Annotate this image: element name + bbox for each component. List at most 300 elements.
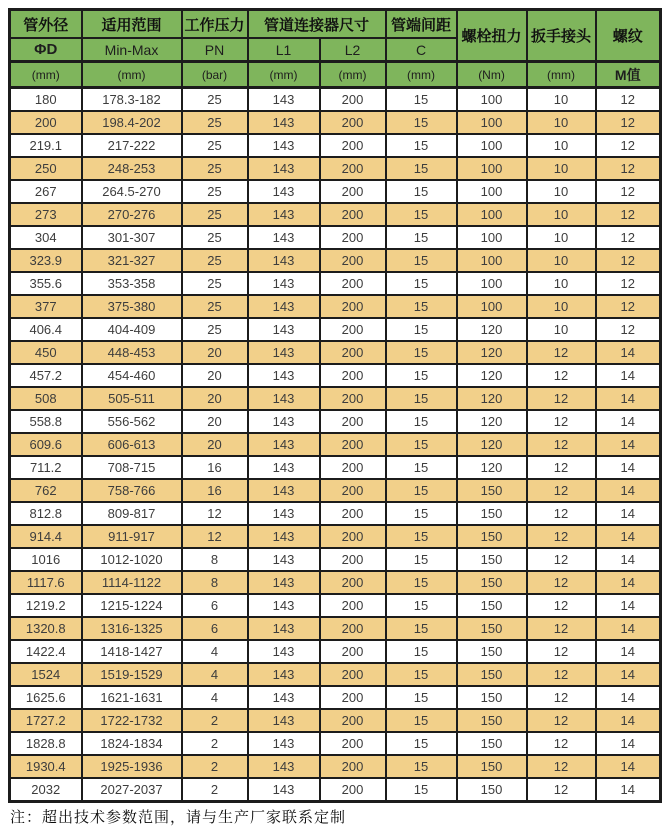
col-header-wrench-joint: 扳手接头 — [527, 10, 596, 62]
table-cell: 353-358 — [82, 272, 182, 295]
table-cell: 150 — [457, 640, 527, 663]
table-cell: 1422.4 — [10, 640, 82, 663]
table-cell: 14 — [596, 548, 661, 571]
table-cell: 14 — [596, 433, 661, 456]
table-cell: 200 — [320, 732, 386, 755]
table-cell: 14 — [596, 686, 661, 709]
table-cell: 143 — [248, 594, 320, 617]
table-cell: 15 — [386, 272, 457, 295]
table-cell: 2027-2037 — [82, 778, 182, 802]
table-cell: 14 — [596, 594, 661, 617]
table-cell: 10 — [527, 318, 596, 341]
table-cell: 12 — [527, 778, 596, 802]
table-cell: 809-817 — [82, 502, 182, 525]
table-cell: 14 — [596, 456, 661, 479]
unit-pipe-end-gap: (mm) — [386, 62, 457, 88]
table-cell: 200 — [320, 203, 386, 226]
table-row — [10, 203, 661, 226]
table-body — [10, 88, 661, 802]
table-cell: 200 — [320, 686, 386, 709]
table-cell: 2 — [182, 778, 248, 802]
table-row — [10, 456, 661, 479]
table-cell: 14 — [596, 525, 661, 548]
table-cell: 14 — [596, 755, 661, 778]
table-cell: 6 — [182, 617, 248, 640]
table-cell: 1418-1427 — [82, 640, 182, 663]
table-cell: 200 — [320, 594, 386, 617]
table-cell: 8 — [182, 548, 248, 571]
unit-l1: (mm) — [248, 62, 320, 88]
table-cell: 143 — [248, 755, 320, 778]
table-cell: 15 — [386, 617, 457, 640]
table-cell: 758-766 — [82, 479, 182, 502]
table-cell: 10 — [527, 203, 596, 226]
table-cell: 12 — [527, 341, 596, 364]
table-row — [10, 594, 661, 617]
table-cell: 150 — [457, 594, 527, 617]
table-cell: 25 — [182, 272, 248, 295]
footer-note: 注：超出技术参数范围，请与生产厂家联系定制 — [10, 810, 347, 826]
table-row — [10, 778, 661, 802]
table-cell: 15 — [386, 134, 457, 157]
table-cell: 16 — [182, 479, 248, 502]
table-cell: 12 — [182, 502, 248, 525]
table-cell: 25 — [182, 88, 248, 112]
table-cell: 143 — [248, 180, 320, 203]
table-cell: 20 — [182, 387, 248, 410]
table-cell: 15 — [386, 295, 457, 318]
table-cell: 12 — [527, 456, 596, 479]
table-row — [10, 88, 661, 112]
table-cell: 12 — [527, 548, 596, 571]
table-cell: 16 — [182, 456, 248, 479]
table-cell: 8 — [182, 571, 248, 594]
table-cell: 143 — [248, 663, 320, 686]
col-header-applicable-range: 适用范围 — [82, 10, 182, 39]
table-cell: 200 — [320, 410, 386, 433]
table-cell: 100 — [457, 295, 527, 318]
table-cell: 404-409 — [82, 318, 182, 341]
unit-working-pressure: (bar) — [182, 62, 248, 88]
table-cell: 120 — [457, 433, 527, 456]
table-cell: 12 — [182, 525, 248, 548]
table-cell: 12 — [527, 755, 596, 778]
table-cell: 143 — [248, 617, 320, 640]
header-row-titles — [10, 10, 661, 39]
table-cell: 20 — [182, 410, 248, 433]
table-cell: 150 — [457, 686, 527, 709]
table-cell: 12 — [527, 686, 596, 709]
table-row — [10, 226, 661, 249]
table-cell: 14 — [596, 571, 661, 594]
table-cell: 270-276 — [82, 203, 182, 226]
table-cell: 2 — [182, 732, 248, 755]
table-cell: 15 — [386, 364, 457, 387]
table-cell: 12 — [596, 180, 661, 203]
table-cell: 1727.2 — [10, 709, 82, 732]
table-cell: 12 — [527, 663, 596, 686]
table-row — [10, 548, 661, 571]
table-cell: 10 — [527, 249, 596, 272]
table-cell: 14 — [596, 364, 661, 387]
table-cell: 100 — [457, 111, 527, 134]
table-cell: 143 — [248, 571, 320, 594]
table-cell: 20 — [182, 433, 248, 456]
table-cell: 150 — [457, 548, 527, 571]
table-row — [10, 410, 661, 433]
table-cell: 12 — [596, 134, 661, 157]
table-cell: 143 — [248, 272, 320, 295]
table-cell: 143 — [248, 364, 320, 387]
table-cell: 355.6 — [10, 272, 82, 295]
table-cell: 143 — [248, 479, 320, 502]
table-cell: 708-715 — [82, 456, 182, 479]
table-cell: 200 — [320, 525, 386, 548]
table-cell: 1930.4 — [10, 755, 82, 778]
unit-bolt-torque: (Nm) — [457, 62, 527, 88]
table-cell: 609.6 — [10, 433, 82, 456]
table-cell: 143 — [248, 410, 320, 433]
table-cell: 200 — [320, 709, 386, 732]
table-cell: 323.9 — [10, 249, 82, 272]
table-cell: 15 — [386, 157, 457, 180]
table-cell: 250 — [10, 157, 82, 180]
table-cell: 4 — [182, 663, 248, 686]
subheader-l2: L2 — [320, 38, 386, 62]
table-cell: 15 — [386, 88, 457, 112]
table-cell: 812.8 — [10, 502, 82, 525]
table-cell: 25 — [182, 318, 248, 341]
header-row-units — [10, 62, 661, 88]
table-cell: 1524 — [10, 663, 82, 686]
table-cell: 143 — [248, 341, 320, 364]
table-cell: 10 — [527, 226, 596, 249]
table-cell: 143 — [248, 686, 320, 709]
table-cell: 12 — [527, 479, 596, 502]
table-cell: 448-453 — [82, 341, 182, 364]
col-header-working-pressure: 工作压力 — [182, 10, 248, 39]
table-cell: 150 — [457, 732, 527, 755]
table-cell: 450 — [10, 341, 82, 364]
table-cell: 143 — [248, 387, 320, 410]
table-cell: 219.1 — [10, 134, 82, 157]
col-header-pipe-end-gap: 管端间距 — [386, 10, 457, 39]
subheader-pn: PN — [182, 38, 248, 62]
table-cell: 15 — [386, 203, 457, 226]
table-cell: 10 — [527, 272, 596, 295]
table-cell: 200 — [320, 433, 386, 456]
table-cell: 264.5-270 — [82, 180, 182, 203]
table-cell: 454-460 — [82, 364, 182, 387]
table-cell: 12 — [527, 709, 596, 732]
table-cell: 15 — [386, 640, 457, 663]
table-cell: 4 — [182, 686, 248, 709]
table-row — [10, 502, 661, 525]
table-cell: 15 — [386, 755, 457, 778]
table-row — [10, 709, 661, 732]
table-cell: 143 — [248, 111, 320, 134]
table-cell: 273 — [10, 203, 82, 226]
table-row — [10, 111, 661, 134]
table-cell: 14 — [596, 709, 661, 732]
table-cell: 143 — [248, 433, 320, 456]
table-cell: 248-253 — [82, 157, 182, 180]
subheader-c: C — [386, 38, 457, 62]
unit-wrench-joint: (mm) — [527, 62, 596, 88]
spec-table — [8, 8, 662, 803]
table-cell: 1012-1020 — [82, 548, 182, 571]
table-cell: 120 — [457, 364, 527, 387]
table-row — [10, 755, 661, 778]
table-cell: 100 — [457, 226, 527, 249]
table-cell: 1219.2 — [10, 594, 82, 617]
table-cell: 100 — [457, 134, 527, 157]
table-cell: 150 — [457, 663, 527, 686]
table-row — [10, 387, 661, 410]
col-header-thread: 螺纹 — [596, 10, 661, 62]
table-cell: 12 — [527, 732, 596, 755]
table-cell: 143 — [248, 157, 320, 180]
table-row — [10, 663, 661, 686]
table-cell: 200 — [320, 134, 386, 157]
table-cell: 200 — [320, 387, 386, 410]
table-cell: 2 — [182, 709, 248, 732]
table-cell: 762 — [10, 479, 82, 502]
table-row — [10, 686, 661, 709]
table-cell: 12 — [527, 525, 596, 548]
table-cell: 15 — [386, 686, 457, 709]
table-cell: 198.4-202 — [82, 111, 182, 134]
table-cell: 200 — [320, 226, 386, 249]
table-cell: 15 — [386, 111, 457, 134]
table-cell: 14 — [596, 617, 661, 640]
table-cell: 200 — [320, 479, 386, 502]
table-cell: 120 — [457, 318, 527, 341]
table-row — [10, 341, 661, 364]
table-cell: 150 — [457, 571, 527, 594]
table-cell: 10 — [527, 111, 596, 134]
table-cell: 12 — [596, 318, 661, 341]
table-cell: 150 — [457, 502, 527, 525]
unit-l2: (mm) — [320, 62, 386, 88]
table-cell: 143 — [248, 226, 320, 249]
table-cell: 1320.8 — [10, 617, 82, 640]
table-cell: 180 — [10, 88, 82, 112]
table-cell: 1519-1529 — [82, 663, 182, 686]
table-cell: 12 — [596, 272, 661, 295]
table-cell: 15 — [386, 594, 457, 617]
table-cell: 12 — [596, 157, 661, 180]
table-cell: 375-380 — [82, 295, 182, 318]
table-cell: 10 — [527, 295, 596, 318]
table-cell: 1722-1732 — [82, 709, 182, 732]
unit-outer-diameter: (mm) — [10, 62, 82, 88]
table-row — [10, 479, 661, 502]
table-cell: 200 — [320, 755, 386, 778]
table-cell: 15 — [386, 732, 457, 755]
table-cell: 25 — [182, 111, 248, 134]
table-cell: 15 — [386, 249, 457, 272]
table-cell: 12 — [527, 571, 596, 594]
col-header-connector-size: 管道连接器尺寸 — [248, 10, 386, 39]
table-cell: 200 — [320, 180, 386, 203]
table-cell: 150 — [457, 479, 527, 502]
table-cell: 15 — [386, 479, 457, 502]
table-cell: 143 — [248, 88, 320, 112]
table-cell: 12 — [527, 640, 596, 663]
table-cell: 301-307 — [82, 226, 182, 249]
table-cell: 12 — [596, 295, 661, 318]
table-cell: 12 — [596, 226, 661, 249]
table-cell: 143 — [248, 203, 320, 226]
table-cell: 178.3-182 — [82, 88, 182, 112]
table-cell: 14 — [596, 410, 661, 433]
table-cell: 1625.6 — [10, 686, 82, 709]
table-cell: 200 — [320, 548, 386, 571]
table-cell: 150 — [457, 709, 527, 732]
table-row — [10, 433, 661, 456]
table-cell: 143 — [248, 732, 320, 755]
table-cell: 200 — [320, 272, 386, 295]
col-header-outer-diameter: 管外径 — [10, 10, 82, 39]
table-cell: 1925-1936 — [82, 755, 182, 778]
table-cell: 14 — [596, 341, 661, 364]
table-cell: 15 — [386, 180, 457, 203]
table-cell: 14 — [596, 502, 661, 525]
table-cell: 12 — [527, 617, 596, 640]
table-cell: 200 — [320, 364, 386, 387]
table-cell: 200 — [320, 341, 386, 364]
table-cell: 6 — [182, 594, 248, 617]
table-cell: 508 — [10, 387, 82, 410]
table-cell: 711.2 — [10, 456, 82, 479]
table-cell: 12 — [596, 88, 661, 112]
table-cell: 200 — [320, 249, 386, 272]
table-cell: 321-327 — [82, 249, 182, 272]
table-cell: 15 — [386, 456, 457, 479]
table-cell: 12 — [596, 249, 661, 272]
table-cell: 200 — [320, 157, 386, 180]
table-cell: 150 — [457, 525, 527, 548]
table-cell: 10 — [527, 157, 596, 180]
table-cell: 25 — [182, 180, 248, 203]
table-cell: 15 — [386, 433, 457, 456]
table-cell: 505-511 — [82, 387, 182, 410]
table-row — [10, 732, 661, 755]
table-cell: 12 — [527, 594, 596, 617]
table-cell: 150 — [457, 617, 527, 640]
table-cell: 150 — [457, 778, 527, 802]
table-cell: 15 — [386, 387, 457, 410]
subheader-phi-d: ΦD — [10, 38, 82, 62]
table-cell: 1824-1834 — [82, 732, 182, 755]
table-row — [10, 571, 661, 594]
col-header-bolt-torque: 螺栓扭力 — [457, 10, 527, 62]
table-cell: 20 — [182, 341, 248, 364]
table-cell: 12 — [527, 502, 596, 525]
table-cell: 25 — [182, 295, 248, 318]
table-cell: 143 — [248, 249, 320, 272]
subheader-min-max: Min-Max — [82, 38, 182, 62]
table-cell: 914.4 — [10, 525, 82, 548]
table-cell: 4 — [182, 640, 248, 663]
table-cell: 14 — [596, 732, 661, 755]
table-cell: 143 — [248, 525, 320, 548]
table-cell: 10 — [527, 88, 596, 112]
table-cell: 25 — [182, 157, 248, 180]
table-cell: 12 — [527, 433, 596, 456]
table-cell: 14 — [596, 778, 661, 802]
table-cell: 15 — [386, 571, 457, 594]
table-cell: 1828.8 — [10, 732, 82, 755]
table-cell: 100 — [457, 203, 527, 226]
table-cell: 606-613 — [82, 433, 182, 456]
unit-applicable-range: (mm) — [82, 62, 182, 88]
table-cell: 14 — [596, 387, 661, 410]
table-cell: 911-917 — [82, 525, 182, 548]
table-cell: 200 — [320, 617, 386, 640]
table-cell: 120 — [457, 456, 527, 479]
table-cell: 100 — [457, 88, 527, 112]
table-cell: 12 — [596, 203, 661, 226]
table-cell: 1016 — [10, 548, 82, 571]
table-row — [10, 134, 661, 157]
table-cell: 15 — [386, 548, 457, 571]
subheader-l1: L1 — [248, 38, 320, 62]
table-row — [10, 318, 661, 341]
table-cell: 120 — [457, 387, 527, 410]
table-cell: 10 — [527, 180, 596, 203]
table-cell: 1114-1122 — [82, 571, 182, 594]
table-cell: 20 — [182, 364, 248, 387]
table-cell: 12 — [527, 387, 596, 410]
table-cell: 267 — [10, 180, 82, 203]
table-cell: 1316-1325 — [82, 617, 182, 640]
table-cell: 200 — [320, 663, 386, 686]
table-cell: 200 — [10, 111, 82, 134]
table-cell: 15 — [386, 410, 457, 433]
table-cell: 2 — [182, 755, 248, 778]
table-cell: 143 — [248, 134, 320, 157]
table-cell: 12 — [596, 111, 661, 134]
table-cell: 15 — [386, 226, 457, 249]
table-row — [10, 180, 661, 203]
table-cell: 200 — [320, 456, 386, 479]
table-row — [10, 525, 661, 548]
table-cell: 1117.6 — [10, 571, 82, 594]
table-cell: 143 — [248, 295, 320, 318]
table-cell: 14 — [596, 640, 661, 663]
table-row — [10, 295, 661, 318]
table-cell: 14 — [596, 479, 661, 502]
table-cell: 12 — [527, 364, 596, 387]
table-row — [10, 364, 661, 387]
table-cell: 200 — [320, 295, 386, 318]
table-cell: 120 — [457, 410, 527, 433]
table-cell: 15 — [386, 778, 457, 802]
table-cell: 200 — [320, 502, 386, 525]
table-cell: 304 — [10, 226, 82, 249]
table-header — [10, 10, 661, 88]
table-cell: 200 — [320, 88, 386, 112]
table-cell: 15 — [386, 525, 457, 548]
table-cell: 200 — [320, 111, 386, 134]
table-cell: 406.4 — [10, 318, 82, 341]
table-cell: 558.8 — [10, 410, 82, 433]
table-cell: 10 — [527, 134, 596, 157]
table-cell: 100 — [457, 157, 527, 180]
table-cell: 15 — [386, 502, 457, 525]
